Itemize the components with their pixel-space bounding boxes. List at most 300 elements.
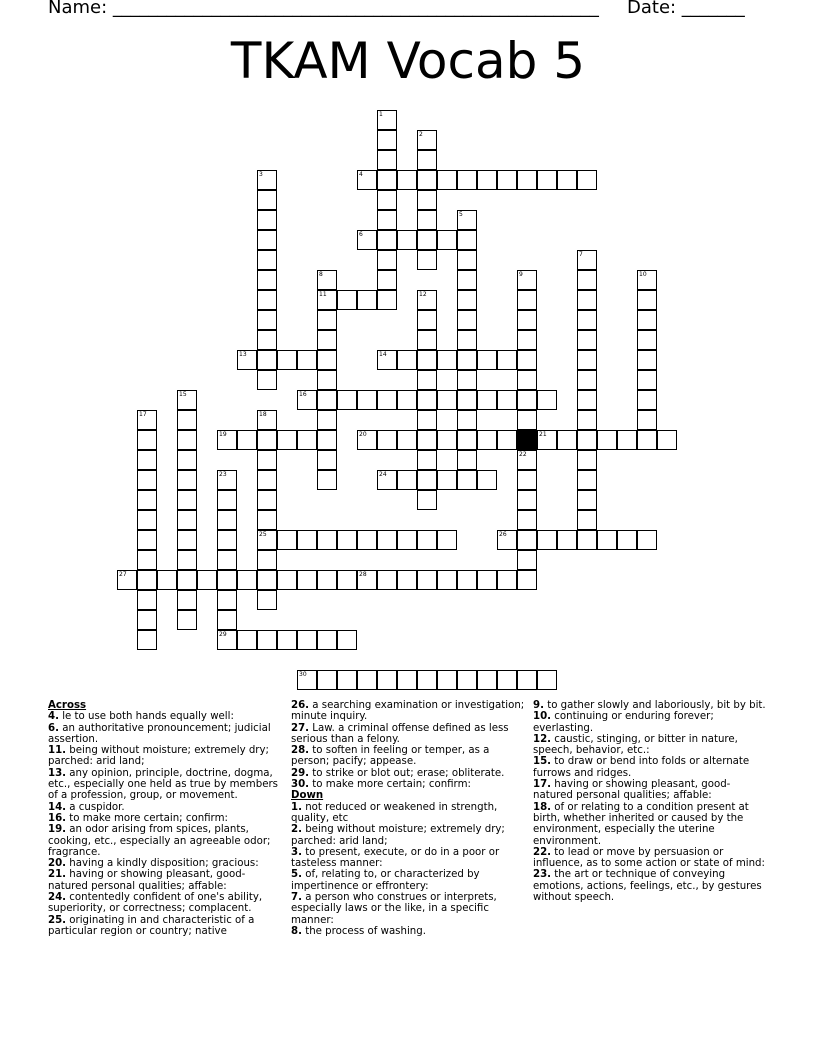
- grid-cell[interactable]: [137, 490, 157, 510]
- grid-cell[interactable]: [637, 350, 657, 370]
- grid-cell[interactable]: [257, 410, 277, 430]
- grid-cell[interactable]: [317, 370, 337, 390]
- grid-cell[interactable]: [257, 490, 277, 510]
- grid-cell[interactable]: [257, 430, 277, 450]
- grid-cell[interactable]: [517, 430, 537, 450]
- grid-cell[interactable]: [437, 470, 457, 490]
- grid-cell[interactable]: [317, 450, 337, 470]
- grid-cell[interactable]: [637, 330, 657, 350]
- grid-cell[interactable]: [517, 310, 537, 330]
- grid-cell[interactable]: [397, 530, 417, 550]
- clue-number-11: 11: [319, 291, 327, 298]
- clue-item: [533, 869, 768, 903]
- grid-cell[interactable]: [257, 450, 277, 470]
- grid-cell[interactable]: [517, 290, 537, 310]
- grid-cell[interactable]: [257, 630, 277, 650]
- grid-cell[interactable]: [577, 490, 597, 510]
- grid-cell[interactable]: [437, 530, 457, 550]
- grid-cell[interactable]: [517, 470, 537, 490]
- clue-item: [48, 802, 283, 813]
- grid-cell[interactable]: [137, 610, 157, 630]
- grid-cell[interactable]: [637, 430, 657, 450]
- grid-cell[interactable]: [177, 610, 197, 630]
- grid-cell[interactable]: [477, 170, 497, 190]
- grid-cell[interactable]: [497, 530, 517, 550]
- grid-cell[interactable]: [297, 570, 317, 590]
- clue-item-text: any opinion, principle, doctrine, dogma, etc., especially one held as true by members of a profession, group, or movement.: [48, 767, 278, 802]
- clue-item-text: having a kindly disposition; gracious:: [66, 858, 259, 870]
- grid-cell[interactable]: [237, 570, 257, 590]
- grid-cell[interactable]: [297, 530, 317, 550]
- grid-cell[interactable]: [137, 590, 157, 610]
- grid-cell[interactable]: [177, 470, 197, 490]
- grid-cell[interactable]: [417, 570, 437, 590]
- grid-cell[interactable]: [257, 530, 277, 550]
- grid-cell[interactable]: [257, 350, 277, 370]
- grid-cell[interactable]: [357, 530, 377, 550]
- grid-cell[interactable]: [397, 350, 417, 370]
- grid-cell[interactable]: [617, 430, 637, 450]
- grid-cell[interactable]: [337, 670, 357, 690]
- grid-cell[interactable]: [277, 530, 297, 550]
- grid-cell[interactable]: [497, 170, 517, 190]
- grid-cell[interactable]: [377, 210, 397, 230]
- grid-cell[interactable]: [137, 510, 157, 530]
- grid-cell[interactable]: [517, 510, 537, 530]
- grid-cell[interactable]: [417, 290, 437, 310]
- grid-cell[interactable]: [377, 530, 397, 550]
- grid-cell[interactable]: [317, 270, 337, 290]
- grid-cell[interactable]: [517, 270, 537, 290]
- clue-number-13: 13: [239, 351, 247, 358]
- grid-cell[interactable]: [217, 430, 237, 450]
- grid-cell[interactable]: [317, 530, 337, 550]
- clue-item-number: 16.: [48, 812, 67, 824]
- grid-cell[interactable]: [397, 670, 417, 690]
- grid-cell[interactable]: [237, 630, 257, 650]
- grid-cell[interactable]: [437, 670, 457, 690]
- grid-cell[interactable]: [217, 630, 237, 650]
- grid-cell[interactable]: [217, 570, 237, 590]
- grid-cell[interactable]: [417, 450, 437, 470]
- grid-cell[interactable]: [217, 490, 237, 510]
- grid-cell[interactable]: [177, 550, 197, 570]
- clue-number-9: 9: [519, 271, 523, 278]
- clue-item-number: 14.: [48, 801, 67, 813]
- grid-cell[interactable]: [317, 410, 337, 430]
- grid-cell[interactable]: [437, 170, 457, 190]
- grid-cell[interactable]: [417, 350, 437, 370]
- clue-item: [533, 847, 768, 870]
- grid-cell[interactable]: [457, 410, 477, 430]
- grid-cell[interactable]: [257, 330, 277, 350]
- grid-cell[interactable]: [577, 330, 597, 350]
- grid-cell[interactable]: [617, 530, 637, 550]
- grid-cell[interactable]: [577, 250, 597, 270]
- grid-cell[interactable]: [417, 670, 437, 690]
- clue-item-number: 2.: [291, 824, 302, 836]
- grid-cell[interactable]: [277, 430, 297, 450]
- grid-cell[interactable]: [457, 390, 477, 410]
- grid-cell[interactable]: [397, 430, 417, 450]
- grid-cell[interactable]: [257, 210, 277, 230]
- grid-cell[interactable]: [377, 570, 397, 590]
- grid-cell[interactable]: [457, 670, 477, 690]
- grid-cell[interactable]: [257, 250, 277, 270]
- grid-cell[interactable]: [137, 470, 157, 490]
- grid-cell[interactable]: [357, 290, 377, 310]
- grid-cell[interactable]: [257, 570, 277, 590]
- grid-cell[interactable]: [317, 350, 337, 370]
- grid-cell[interactable]: [317, 470, 337, 490]
- grid-cell[interactable]: [217, 550, 237, 570]
- clue-item-text: continuing or enduring forever; everlasting.: [533, 711, 714, 734]
- grid-cell[interactable]: [177, 410, 197, 430]
- grid-cell[interactable]: [377, 250, 397, 270]
- grid-cell[interactable]: [397, 390, 417, 410]
- grid-cell[interactable]: [397, 470, 417, 490]
- grid-cell[interactable]: [637, 530, 657, 550]
- clue-item-text: an authoritative pronouncement; judicial assertion.: [48, 722, 271, 745]
- grid-cell[interactable]: [637, 310, 657, 330]
- grid-cell[interactable]: [537, 530, 557, 550]
- grid-cell[interactable]: [537, 670, 557, 690]
- clue-item: [291, 779, 526, 790]
- grid-cell[interactable]: [137, 450, 157, 470]
- grid-cell[interactable]: [637, 370, 657, 390]
- clue-item: [48, 723, 283, 746]
- grid-cell[interactable]: [257, 270, 277, 290]
- grid-cell[interactable]: [397, 170, 417, 190]
- grid-cell[interactable]: [497, 570, 517, 590]
- grid-cell[interactable]: [257, 290, 277, 310]
- grid-cell[interactable]: [417, 230, 437, 250]
- grid-cell[interactable]: [377, 670, 397, 690]
- grid-cell[interactable]: [257, 190, 277, 210]
- clue-item-text: an odor arising from spices, plants, cooking, etc., especially an agreeable odor; fragrance.: [48, 824, 271, 858]
- grid-cell[interactable]: [517, 530, 537, 550]
- grid-cell[interactable]: [177, 390, 197, 410]
- grid-cell[interactable]: [457, 230, 477, 250]
- grid-cell[interactable]: [217, 610, 237, 630]
- clue-item: [533, 779, 768, 802]
- grid-cell[interactable]: [477, 350, 497, 370]
- grid-cell[interactable]: [577, 350, 597, 370]
- grid-cell[interactable]: [517, 350, 537, 370]
- grid-cell[interactable]: [257, 590, 277, 610]
- grid-cell[interactable]: [137, 550, 157, 570]
- grid-cell[interactable]: [297, 430, 317, 450]
- grid-cell[interactable]: [457, 330, 477, 350]
- grid-cell[interactable]: [177, 570, 197, 590]
- grid-cell[interactable]: [637, 410, 657, 430]
- grid-cell[interactable]: [277, 350, 297, 370]
- grid-cell[interactable]: [517, 410, 537, 430]
- grid-cell[interactable]: [577, 510, 597, 530]
- clue-number-14: 14: [379, 351, 387, 358]
- grid-cell[interactable]: [337, 630, 357, 650]
- grid-cell[interactable]: [217, 510, 237, 530]
- grid-cell[interactable]: [337, 290, 357, 310]
- grid-cell[interactable]: [417, 490, 437, 510]
- grid-cell[interactable]: [497, 430, 517, 450]
- grid-cell[interactable]: [417, 470, 437, 490]
- grid-cell[interactable]: [117, 570, 137, 590]
- grid-cell[interactable]: [637, 390, 657, 410]
- grid-cell[interactable]: [577, 450, 597, 470]
- grid-cell[interactable]: [457, 430, 477, 450]
- grid-cell[interactable]: [537, 390, 557, 410]
- grid-cell[interactable]: [177, 430, 197, 450]
- grid-cell[interactable]: [417, 310, 437, 330]
- grid-cell[interactable]: [577, 430, 597, 450]
- grid-cell[interactable]: [377, 130, 397, 150]
- clue-item: [48, 892, 283, 915]
- grid-cell[interactable]: [457, 450, 477, 470]
- grid-cell[interactable]: [537, 430, 557, 450]
- grid-cell[interactable]: [277, 630, 297, 650]
- grid-cell[interactable]: [517, 450, 537, 470]
- grid-cell[interactable]: [317, 670, 337, 690]
- grid-cell[interactable]: [477, 390, 497, 410]
- clue-number-25: 25: [259, 531, 267, 538]
- grid-cell[interactable]: [317, 290, 337, 310]
- clue-number-28: 28: [359, 571, 367, 578]
- grid-cell[interactable]: [137, 530, 157, 550]
- grid-cell[interactable]: [417, 130, 437, 150]
- grid-cell[interactable]: [237, 350, 257, 370]
- grid-cell[interactable]: [357, 390, 377, 410]
- clue-item-number: 12.: [533, 733, 552, 745]
- grid-cell[interactable]: [457, 170, 477, 190]
- grid-cell[interactable]: [437, 350, 457, 370]
- clue-item-text: caustic, stinging, or bitter in nature, speech, behavior, etc.:: [533, 733, 738, 757]
- grid-cell[interactable]: [437, 430, 457, 450]
- grid-cell[interactable]: [577, 370, 597, 390]
- grid-cell[interactable]: [317, 570, 337, 590]
- grid-cell[interactable]: [177, 450, 197, 470]
- grid-cell[interactable]: [457, 470, 477, 490]
- grid-cell[interactable]: [497, 350, 517, 370]
- clue-item-number: 19.: [48, 824, 67, 836]
- grid-cell[interactable]: [517, 570, 537, 590]
- grid-cell[interactable]: [457, 290, 477, 310]
- grid-cell[interactable]: [377, 350, 397, 370]
- grid-cell[interactable]: [277, 570, 297, 590]
- grid-cell[interactable]: [137, 570, 157, 590]
- grid-cell[interactable]: [417, 370, 437, 390]
- grid-cell[interactable]: [297, 390, 317, 410]
- grid-cell[interactable]: [517, 670, 537, 690]
- grid-cell[interactable]: [517, 390, 537, 410]
- grid-cell[interactable]: [577, 290, 597, 310]
- grid-cell[interactable]: [377, 190, 397, 210]
- grid-cell[interactable]: [377, 390, 397, 410]
- grid-cell[interactable]: [417, 430, 437, 450]
- grid-cell[interactable]: [257, 230, 277, 250]
- clue-item-number: 21.: [48, 869, 67, 881]
- grid-cell[interactable]: [437, 390, 457, 410]
- grid-cell[interactable]: [177, 530, 197, 550]
- grid-cell[interactable]: [417, 330, 437, 350]
- grid-cell[interactable]: [317, 390, 337, 410]
- grid-cell[interactable]: [417, 390, 437, 410]
- grid-cell[interactable]: [377, 230, 397, 250]
- grid-cell[interactable]: [377, 170, 397, 190]
- grid-cell[interactable]: [497, 390, 517, 410]
- grid-cell[interactable]: [457, 350, 477, 370]
- clue-number-23: 23: [219, 471, 227, 478]
- grid-cell[interactable]: [237, 430, 257, 450]
- clue-item-number: 6.: [48, 722, 59, 734]
- grid-cell[interactable]: [377, 150, 397, 170]
- clue-item-number: 23.: [533, 869, 552, 881]
- grid-cell[interactable]: [437, 230, 457, 250]
- grid-cell[interactable]: [177, 490, 197, 510]
- grid-cell[interactable]: [317, 630, 337, 650]
- clue-number-1: 1: [379, 111, 383, 118]
- grid-cell[interactable]: [357, 170, 377, 190]
- clue-heading: Across: [48, 700, 87, 711]
- grid-cell[interactable]: [457, 210, 477, 230]
- grid-cell[interactable]: [317, 330, 337, 350]
- clue-number-2: 2: [419, 131, 423, 138]
- grid-cell[interactable]: [217, 590, 237, 610]
- clue-item-number: 8.: [291, 925, 302, 937]
- grid-cell[interactable]: [297, 630, 317, 650]
- grid-cell[interactable]: [597, 430, 617, 450]
- grid-cell[interactable]: [157, 570, 177, 590]
- grid-cell[interactable]: [257, 470, 277, 490]
- grid-cell[interactable]: [137, 410, 157, 430]
- grid-cell[interactable]: [477, 430, 497, 450]
- grid-cell[interactable]: [317, 430, 337, 450]
- clue-item: [48, 858, 283, 869]
- grid-cell[interactable]: [417, 170, 437, 190]
- grid-cell[interactable]: [257, 510, 277, 530]
- grid-cell[interactable]: [457, 370, 477, 390]
- grid-cell[interactable]: [337, 390, 357, 410]
- clue-item: [533, 700, 768, 711]
- grid-cell[interactable]: [317, 310, 337, 330]
- grid-cell[interactable]: [417, 410, 437, 430]
- grid-cell[interactable]: [457, 570, 477, 590]
- clue-number-15: 15: [179, 391, 187, 398]
- clue-item-number: 28.: [291, 745, 310, 757]
- clue-number-20: 20: [359, 431, 367, 438]
- grid-cell[interactable]: [257, 170, 277, 190]
- clue-number-4: 4: [359, 171, 363, 178]
- grid-cell[interactable]: [497, 670, 517, 690]
- grid-cell[interactable]: [397, 230, 417, 250]
- grid-cell[interactable]: [657, 430, 677, 450]
- grid-cell[interactable]: [457, 270, 477, 290]
- grid-cell[interactable]: [357, 430, 377, 450]
- clue-number-27: 27: [119, 571, 127, 578]
- grid-cell[interactable]: [177, 510, 197, 530]
- clue-item-number: 25.: [48, 914, 67, 926]
- grid-cell[interactable]: [257, 550, 277, 570]
- grid-cell[interactable]: [137, 630, 157, 650]
- grid-cell[interactable]: [417, 190, 437, 210]
- grid-cell[interactable]: [397, 570, 417, 590]
- grid-cell[interactable]: [577, 390, 597, 410]
- grid-cell[interactable]: [577, 270, 597, 290]
- grid-cell[interactable]: [577, 310, 597, 330]
- grid-cell[interactable]: [357, 670, 377, 690]
- grid-cell[interactable]: [537, 170, 557, 190]
- grid-cell[interactable]: [137, 430, 157, 450]
- grid-cell[interactable]: [377, 110, 397, 130]
- grid-cell[interactable]: [377, 270, 397, 290]
- grid-cell[interactable]: [517, 550, 537, 570]
- grid-cell[interactable]: [337, 570, 357, 590]
- grid-cell[interactable]: [377, 470, 397, 490]
- grid-cell[interactable]: [637, 270, 657, 290]
- clue-item-number: 22.: [533, 846, 552, 858]
- grid-cell[interactable]: [217, 530, 237, 550]
- grid-cell[interactable]: [477, 670, 497, 690]
- clue-item-number: 17.: [533, 779, 552, 791]
- date-field[interactable]: Date: _______: [627, 0, 745, 18]
- grid-cell[interactable]: [557, 170, 577, 190]
- grid-cell[interactable]: [517, 370, 537, 390]
- grid-cell[interactable]: [417, 530, 437, 550]
- grid-cell[interactable]: [197, 570, 217, 590]
- grid-cell[interactable]: [257, 310, 277, 330]
- grid-cell[interactable]: [417, 210, 437, 230]
- grid-cell[interactable]: [477, 470, 497, 490]
- grid-cell[interactable]: [577, 410, 597, 430]
- grid-cell[interactable]: [577, 530, 597, 550]
- grid-cell[interactable]: [517, 490, 537, 510]
- grid-cell[interactable]: [457, 310, 477, 330]
- grid-cell[interactable]: [257, 370, 277, 390]
- clue-item-text: to present, execute, or do in a poor or tasteless manner:: [291, 846, 500, 870]
- grid-cell[interactable]: [517, 170, 537, 190]
- grid-cell[interactable]: [637, 290, 657, 310]
- clue-item: [291, 824, 526, 847]
- clue-item-text: the process of washing.: [301, 925, 426, 937]
- clue-number-19: 19: [219, 431, 227, 438]
- grid-cell[interactable]: [437, 570, 457, 590]
- grid-cell[interactable]: [577, 170, 597, 190]
- grid-cell[interactable]: [517, 330, 537, 350]
- grid-cell[interactable]: [377, 290, 397, 310]
- clue-item-number: 4.: [48, 711, 59, 723]
- grid-cell[interactable]: [477, 570, 497, 590]
- grid-cell[interactable]: [457, 250, 477, 270]
- clue-item-text: le to use both hands equally well:: [58, 711, 234, 723]
- clue-item-text: of, relating to, or characterized by impertinence or effrontery:: [291, 869, 480, 892]
- grid-cell[interactable]: [557, 430, 577, 450]
- grid-cell[interactable]: [557, 530, 577, 550]
- grid-cell[interactable]: [577, 470, 597, 490]
- grid-cell[interactable]: [217, 470, 237, 490]
- grid-cell[interactable]: [297, 350, 317, 370]
- grid-cell[interactable]: [597, 530, 617, 550]
- grid-cell[interactable]: [417, 250, 437, 270]
- name-field[interactable]: Name: ______________________________________________________: [48, 0, 599, 18]
- grid-cell[interactable]: [357, 230, 377, 250]
- grid-cell[interactable]: [417, 150, 437, 170]
- grid-cell[interactable]: [177, 590, 197, 610]
- clue-number-7: 7: [579, 251, 583, 258]
- grid-cell[interactable]: [377, 430, 397, 450]
- grid-cell[interactable]: [297, 670, 317, 690]
- grid-cell[interactable]: [357, 570, 377, 590]
- grid-cell[interactable]: [337, 530, 357, 550]
